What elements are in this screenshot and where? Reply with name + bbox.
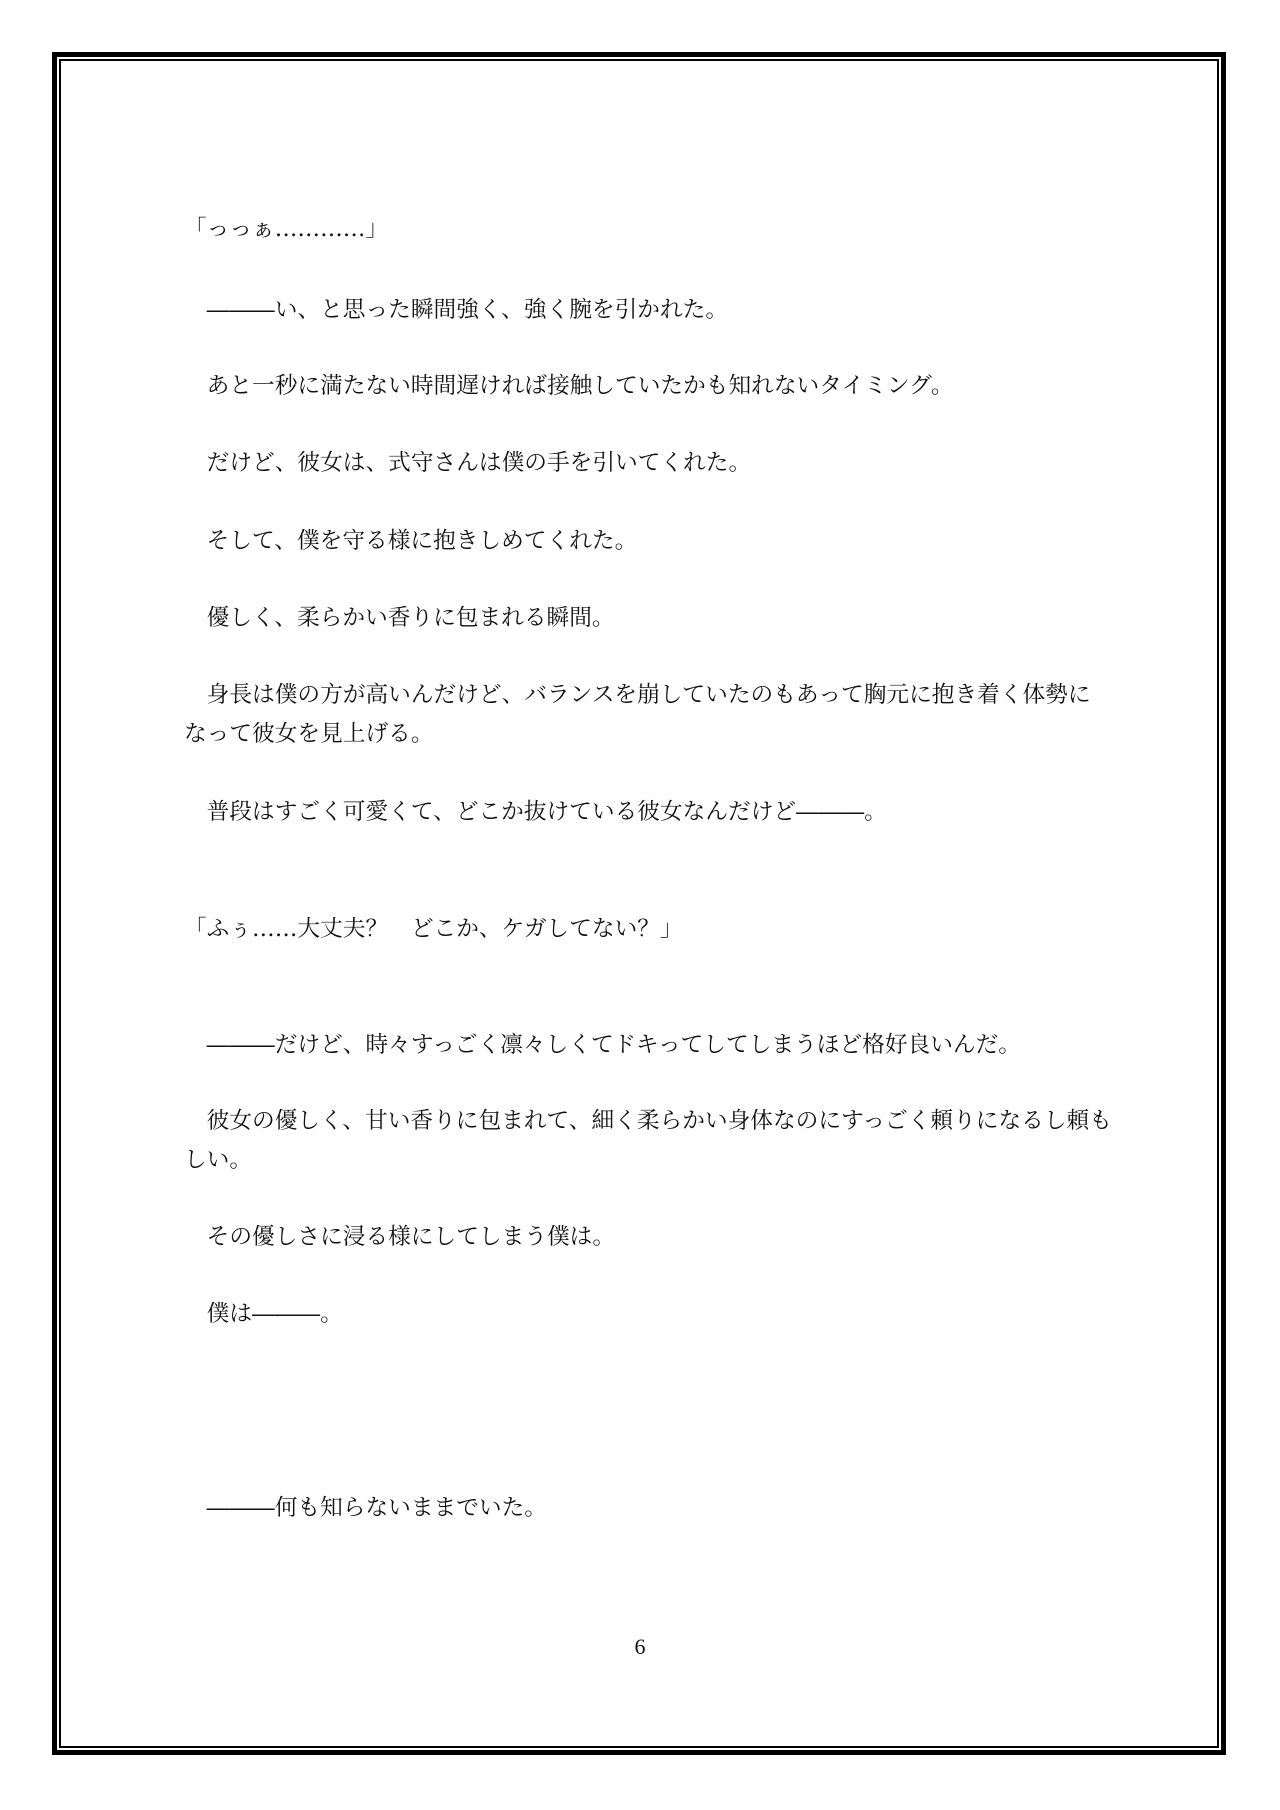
text-line: だけど、彼女は、式守さんは僕の手を引いてくれた。 [184, 450, 752, 476]
text-line: 優しく、柔らかい香りに包まれる瞬間。 [184, 605, 615, 631]
text-line: そして、僕を守る様に抱きしめてくれた。 [184, 528, 638, 554]
text-line: ―――い、と思った瞬間強く、強く腕を引かれた。 [184, 297, 729, 323]
text-line: 僕は―――。 [184, 1301, 343, 1327]
text-line: ―――だけど、時々すっごく凛々しくてドキってしてしまうほど格好良いんだ。 [184, 1032, 1021, 1058]
text-line: 彼女の優しく、甘い香りに包まれて、細く柔らかい身体なのにすっごく頼りになるし頼も [184, 1108, 1112, 1134]
page-number: 6 [634, 1634, 646, 1659]
text-line: しい。 [184, 1147, 253, 1173]
text-line: 普段はすごく可愛くて、どこか抜けている彼女なんだけど―――。 [184, 799, 887, 825]
text-line: あと一秒に満たない時間遅ければ接触していたかも知れないタイミング。 [184, 373, 954, 399]
text-line: 身長は僕の方が高いんだけど、バランスを崩していたのもあって胸元に抱き着く体勢に [184, 682, 1091, 708]
text-line: 「ふぅ……大丈夫？ どこか、ケガしてない？」 [184, 916, 683, 942]
text-line: ―――何も知らないままでいた。 [184, 1495, 547, 1521]
text-line: 「っっぁ…………」 [184, 216, 389, 242]
text-line: なって彼女を見上げる。 [184, 721, 434, 747]
text-line: その優しさに浸る様にしてしまう僕は。 [184, 1224, 616, 1250]
